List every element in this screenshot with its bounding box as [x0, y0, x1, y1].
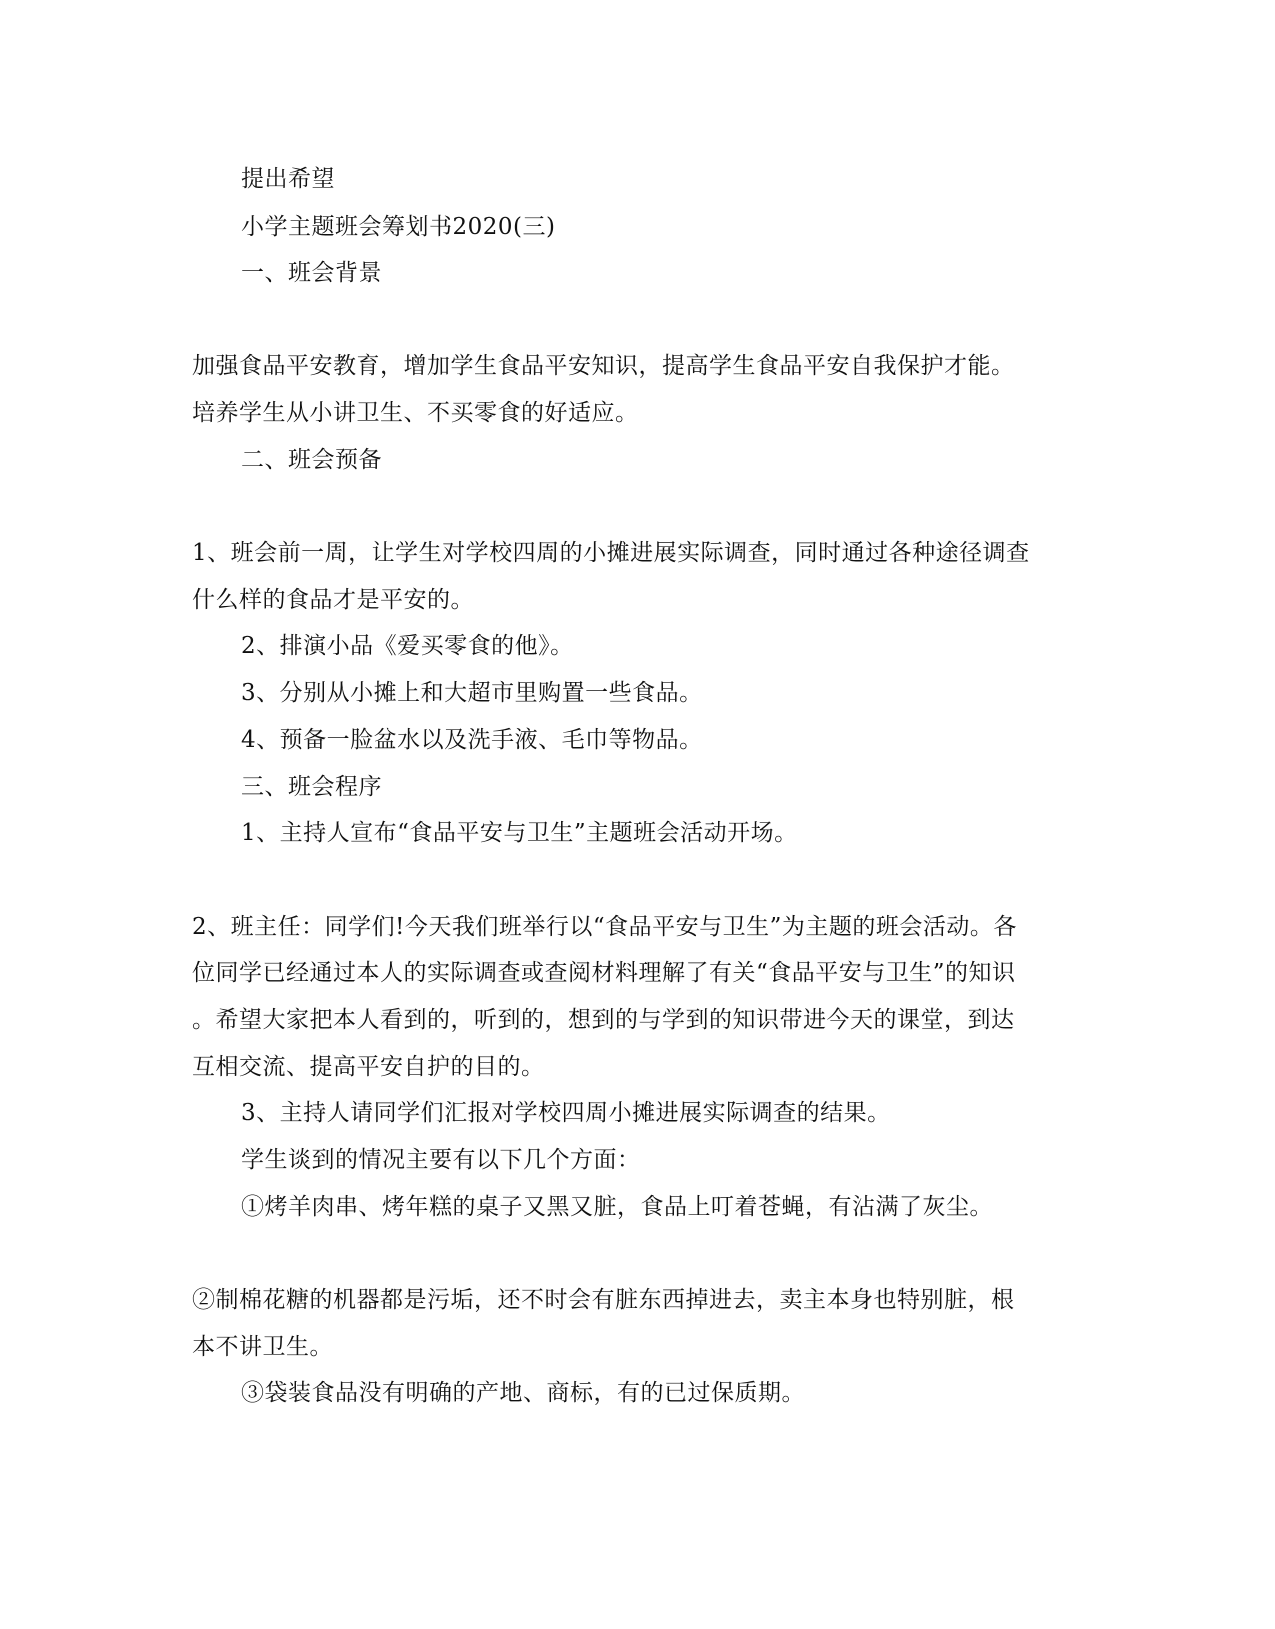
list-item: 2、排演小品《爱买零食的他》。: [241, 633, 574, 659]
paragraph-line: 加强食品平安教育，增加学生食品平安知识，提高学生食品平安自我保护才能。: [192, 353, 1015, 379]
list-item: 4、预备一脸盆水以及洗手液、毛巾等物品。: [241, 727, 703, 753]
list-item: 3、主持人请同学们汇报对学校四周小摊进展实际调查的结果。: [241, 1100, 891, 1126]
section-heading-background: 一、班会背景: [241, 260, 382, 286]
plan-title: 小学主题班会筹划书2020(三): [241, 214, 556, 240]
section-heading-preparation: 二、班会预备: [241, 447, 382, 473]
paragraph-line: 。希望大家把本人看到的，听到的，想到的与学到的知识带进今天的课堂，到达: [192, 1007, 1015, 1033]
list-item: ③袋装食品没有明确的产地、商标，有的已过保质期。: [241, 1380, 805, 1406]
list-item-line: 什么样的食品才是平安的。: [192, 587, 474, 613]
paragraph-line: 互相交流、提高平安自护的目的。: [192, 1054, 545, 1080]
list-item: 1、主持人宣布“食品平安与卫生”主题班会活动开场。: [241, 820, 798, 846]
heading-propose-hope: 提出希望: [241, 166, 335, 192]
paragraph-line: 学生谈到的情况主要有以下几个方面：: [241, 1147, 641, 1173]
list-item: ①烤羊肉串、烤年糕的桌子又黑又脏，食品上叮着苍蝇，有沾满了灰尘。: [241, 1194, 993, 1220]
paragraph-line: 培养学生从小讲卫生、不买零食的好适应。: [192, 400, 639, 426]
paragraph-line: 2、班主任：同学们!今天我们班举行以“食品平安与卫生”为主题的班会活动。各: [192, 914, 1017, 940]
list-item: 3、分别从小摊上和大超市里购置一些食品。: [241, 680, 703, 706]
list-item-line: ②制棉花糖的机器都是污垢，还不时会有脏东西掉进去，卖主本身也特别脏，根: [192, 1287, 1015, 1313]
list-item-line: 1、班会前一周，让学生对学校四周的小摊进展实际调查，同时通过各种途径调查: [192, 540, 1030, 566]
section-heading-procedure: 三、班会程序: [241, 774, 382, 800]
paragraph-line: 位同学已经通过本人的实际调查或查阅材料理解了有关“食品平安与卫生”的知识: [192, 960, 1016, 986]
list-item-line: 本不讲卫生。: [192, 1334, 333, 1360]
